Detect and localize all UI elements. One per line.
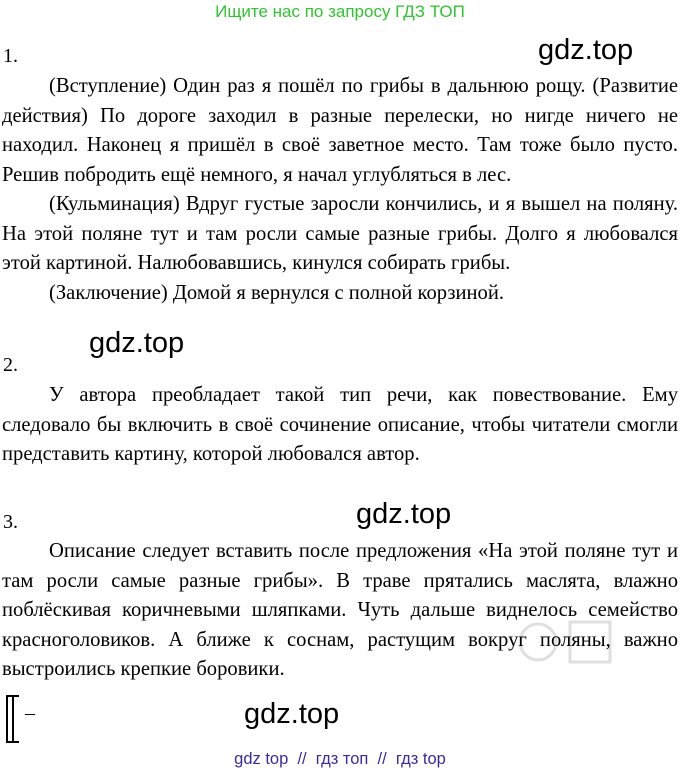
section-2-paragraph-1: У автора преобладает такой тип речи, как повествование. Ему следовало бы включить в своё сочинение описание, чтобы читатели смогли представить картину, которой любовался автор. (2, 384, 678, 466)
section-3-number: 3. (3, 511, 18, 533)
watermark-4: gdz.top (244, 698, 340, 730)
watermark-1: gdz.top (538, 34, 634, 66)
footer-links[interactable]: gdz top // гдз топ // гдз top (234, 750, 446, 768)
section-1-paragraph-1: (Вступление) Один раз я пошёл по грибы в дальнюю рощу. (Развитие действия) По дороге заходил в разные перелески, но нигде ничего не находил. Наконец я пришёл в своё заветное место. Там тоже было пусто. Решив побродить ещё немного, я начал углубляться в лес. (2, 75, 678, 186)
dash-mark: – (25, 702, 35, 724)
header-search-link[interactable]: Ищите нас по запросу ГДЗ ТОП (215, 2, 465, 21)
watermark-3: gdz.top (356, 498, 452, 530)
section-3-paragraph-1: Описание следует вставить после предложения «На этой поляне тут и там росли самые разные грибы». В траве прятались маслята, влажно поблёскивая коричневыми шляпками. Чуть дальше виднелось семейство красноголовиков. А ближе к соснам, растущим вокруг поляны, важно выстроились крепкие боровики. (2, 540, 678, 681)
section-1-number: 1. (3, 45, 18, 67)
bracket-mark (4, 694, 22, 744)
faint-background-mark (508, 612, 628, 672)
section-1-paragraph-2: (Кульминация) Вдруг густые заросли кончились, и я вышел на поляну. На этой поляне тут и там росли самые разные грибы. Долго я любовался этой картиной. Налюбовавшись, кинулся собирать грибы. (2, 193, 678, 275)
section-1-paragraph-3: (Заключение) Домой я вернулся с полной корзиной. (49, 282, 504, 304)
section-2-number: 2. (3, 354, 18, 376)
watermark-2: gdz.top (89, 327, 185, 359)
